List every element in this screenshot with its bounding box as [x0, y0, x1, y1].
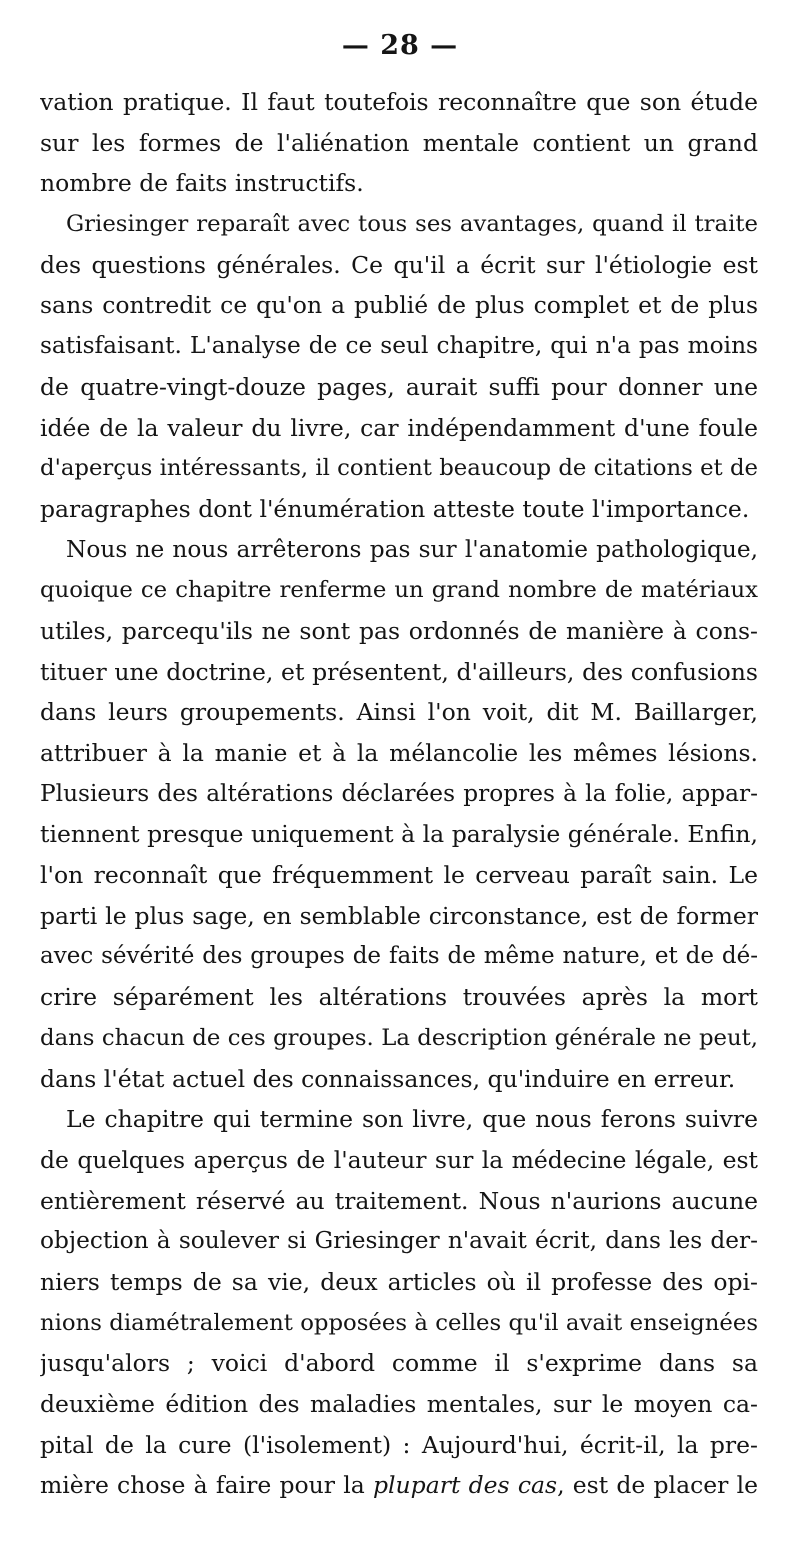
text-line: d'aperçus intéressants, il contient beaucoup de citations et de	[40, 455, 758, 482]
text-line: de quelques aperçus de l'auteur sur la médecine légale, est	[40, 1145, 758, 1174]
paragraph-start-line: Griesinger reparaît avec tous ses avantages, quand il traite	[66, 211, 758, 238]
text-line: paragraphes dont l'énumération atteste toute l'importance.	[40, 494, 750, 523]
text-line: sur les formes de l'aliénation mentale contient un grand	[40, 128, 758, 157]
text-line: niers temps de sa vie, deux articles où il professe des opi-	[40, 1267, 758, 1296]
page-number: — 28 —	[341, 30, 459, 61]
text-line: tituer une doctrine, et présentent, d'ailleurs, des confusions	[40, 657, 758, 686]
text-line: satisfaisant. L'analyse de ce seul chapitre, qui n'a pas moins	[40, 332, 758, 360]
text-line: quoique ce chapitre renferme un grand nombre de matériaux	[40, 577, 758, 604]
text-line: idée de la valeur du livre, car indépendamment d'une foule	[40, 413, 758, 442]
text-line-last	[40, 1465, 758, 1506]
text-line: nions diamétralement opposées à celles qu'il avait enseignées	[40, 1309, 758, 1336]
text-line: Plusieurs des altérations déclarées propres à la folie, appar-	[40, 779, 758, 807]
text-line: utiles, parcequ'ils ne sont pas ordonnés de manière à cons-	[40, 616, 758, 645]
paragraph-start-line: Le chapitre qui termine son livre, que nous ferons suivre	[66, 1105, 758, 1134]
text-line: objection à soulever si Griesinger n'avait écrit, dans les der-	[40, 1227, 758, 1255]
text-line: attribuer à la manie et à la mélancolie les mêmes lésions.	[40, 739, 758, 767]
text-line: des questions générales. Ce qu'il a écrit sur l'étiologie est	[40, 250, 758, 279]
italic-emphasis: plupart des cas	[372, 1471, 558, 1500]
text-line: vation pratique. Il faut toutefois reconnaître que son étude	[40, 88, 758, 116]
text-line: jusqu'alors ; voici d'abord comme il s'exprime dans sa	[40, 1349, 758, 1378]
paragraph-start-line: Nous ne nous arrêterons pas sur l'anatomie pathologique,	[66, 535, 758, 563]
text-fragment: , est de placer le	[557, 1471, 758, 1500]
text-line: deuxième édition des maladies mentales, sur le moyen ca-	[40, 1390, 758, 1418]
text-line: entièrement réservé au traitement. Nous n'aurions aucune	[40, 1186, 758, 1215]
text-line: de quatre-vingt-douze pages, aurait suffi pour donner une	[40, 372, 758, 401]
text-line: nombre de faits instructifs.	[40, 169, 364, 198]
text-line: dans l'état actuel des connaissances, qu'induire en erreur.	[40, 1064, 736, 1093]
body-text	[40, 82, 758, 1506]
text-line: parti le plus sage, en semblable circonstance, est de former	[40, 901, 758, 930]
text-line: pital de la cure (l'isolement) : Aujourd'hui, écrit-il, la pre-	[40, 1430, 758, 1459]
text-line: sans contredit ce qu'on a publié de plus complet et de plus	[40, 291, 758, 320]
text-line: avec sévérité des groupes de faits de même nature, et de dé-	[40, 943, 758, 970]
text-fragment: mière chose à faire pour la	[40, 1471, 373, 1500]
text-line: dans chacun de ces groupes. La description générale ne peut,	[40, 1024, 758, 1051]
text-line: dans leurs groupements. Ainsi l'on voit, dit M. Baillarger,	[40, 698, 758, 727]
text-line: l'on reconnaît que fréquemment le cerveau paraît sain. Le	[40, 861, 758, 890]
text-line: tiennent presque uniquement à la paralysie générale. Enfin,	[40, 820, 758, 849]
text-line: crire séparément les altérations trouvées après la mort	[40, 983, 758, 1012]
